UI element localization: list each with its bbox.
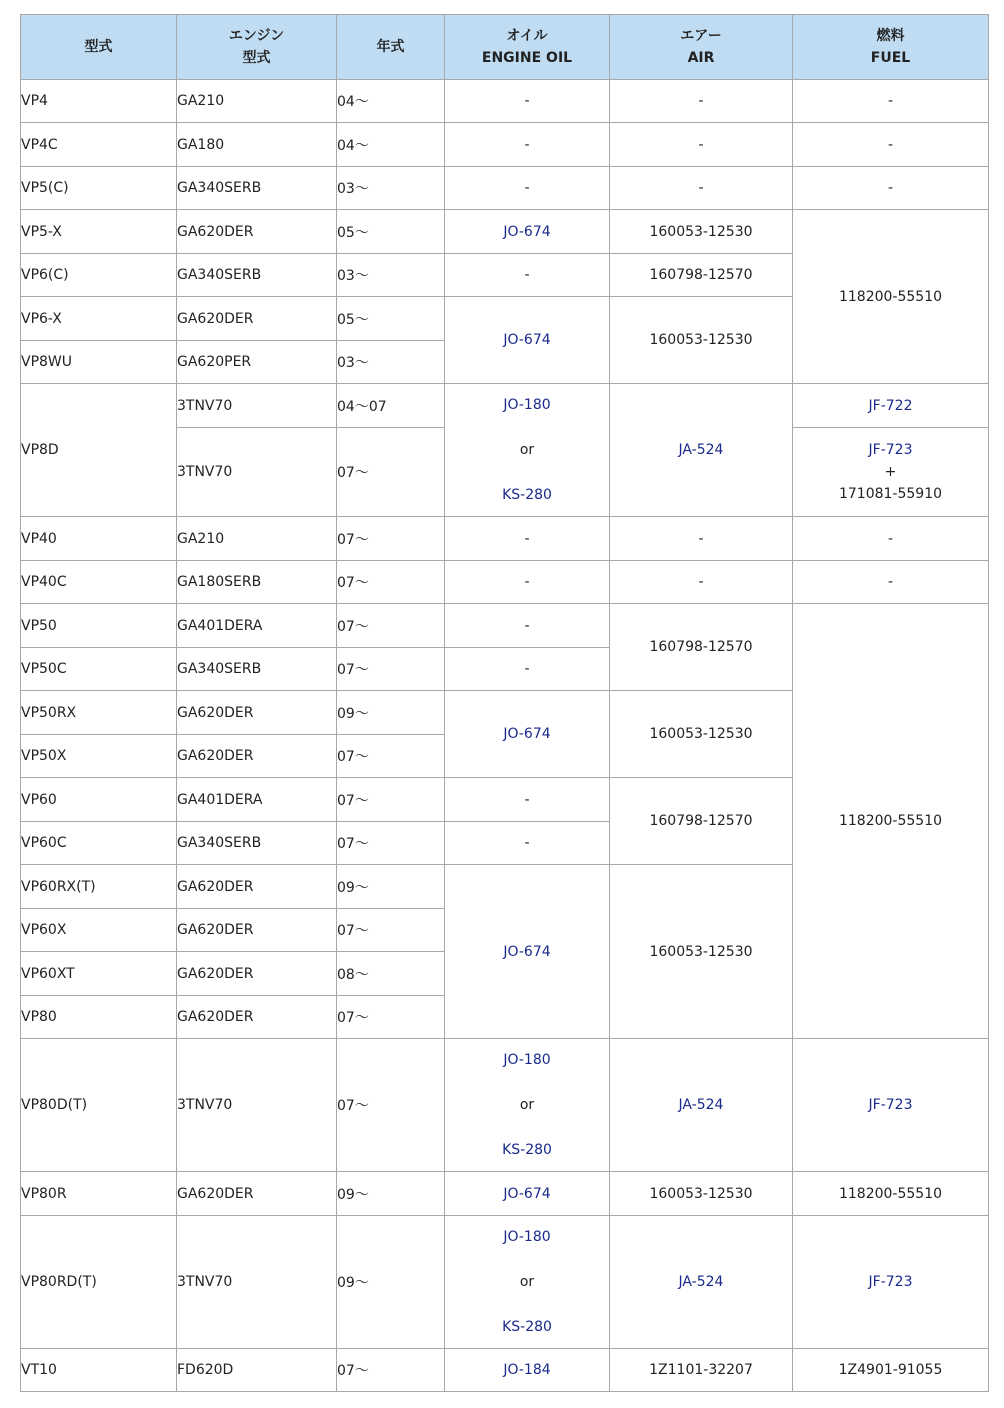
oil-filter-link[interactable]: JO-674 (445, 297, 610, 384)
table-row (21, 1172, 989, 1216)
engine-cell: 3TNV70 (177, 1039, 337, 1172)
or-text: or (519, 442, 535, 458)
model-cell: VP5-X (21, 210, 177, 254)
table-row (21, 561, 989, 604)
fuel-filter-link[interactable]: JF-723 (868, 442, 913, 458)
air-cell: 160798-12570 (610, 254, 793, 297)
model-cell: VP80RD(T) (21, 1216, 177, 1349)
oil-filter-link[interactable]: JO-674 (445, 1172, 610, 1216)
model-cell: VP4C (21, 123, 177, 167)
air-cell: 160798-12570 (610, 604, 793, 691)
year-cell: 07〜 (337, 561, 445, 604)
header-oil: オイル ENGINE OIL (445, 15, 610, 80)
year-cell: 07〜 (337, 428, 445, 517)
oil-cell: - (445, 254, 610, 297)
model-cell: VP6(C) (21, 254, 177, 297)
or-text: or (519, 1274, 535, 1290)
oil-cell: - (445, 604, 610, 648)
oil-cell (445, 1216, 610, 1349)
model-cell: VP50 (21, 604, 177, 648)
oil-cell: - (445, 167, 610, 210)
air-cell: 1Z1101-32207 (610, 1349, 793, 1392)
air-cell: - (610, 167, 793, 210)
engine-cell: GA210 (177, 517, 337, 561)
engine-cell: GA620PER (177, 341, 337, 384)
engine-cell: 3TNV70 (177, 384, 337, 428)
air-cell: 160053-12530 (610, 1172, 793, 1216)
model-cell: VP80 (21, 996, 177, 1039)
fuel-cell (793, 428, 989, 517)
air-cell: 160053-12530 (610, 297, 793, 384)
year-cell: 05〜 (337, 210, 445, 254)
year-cell: 07〜 (337, 735, 445, 778)
oil-filter-link[interactable]: JO-184 (445, 1349, 610, 1392)
model-cell: VP60XT (21, 952, 177, 996)
fuel-cell: - (793, 561, 989, 604)
model-cell: VP50C (21, 648, 177, 691)
engine-cell: GA401DERA (177, 778, 337, 822)
fuel-cell: - (793, 167, 989, 210)
header-engine: エンジン 型式 (177, 15, 337, 80)
table-row (21, 1349, 989, 1392)
model-cell: VP8D (21, 384, 177, 517)
model-cell: VP5(C) (21, 167, 177, 210)
year-cell: 07〜 (337, 1349, 445, 1392)
model-cell: VP50RX (21, 691, 177, 735)
header-model: 型式 (21, 15, 177, 80)
year-cell: 07〜 (337, 517, 445, 561)
engine-cell: GA620DER (177, 865, 337, 909)
model-cell: VP50X (21, 735, 177, 778)
oil-filter-link[interactable]: JO-674 (445, 210, 610, 254)
air-cell: 160053-12530 (610, 691, 793, 778)
engine-cell: GA620DER (177, 691, 337, 735)
year-cell: 03〜 (337, 254, 445, 297)
engine-cell: GA620DER (177, 996, 337, 1039)
oil-cell: - (445, 561, 610, 604)
model-cell: VP60C (21, 822, 177, 865)
air-cell: 160053-12530 (610, 210, 793, 254)
engine-cell: GA620DER (177, 210, 337, 254)
oil-filter-link[interactable]: JO-180 (503, 1229, 551, 1245)
table-row (21, 604, 989, 648)
year-cell: 05〜 (337, 297, 445, 341)
oil-filter-link[interactable]: JO-180 (503, 397, 551, 413)
year-cell: 03〜 (337, 341, 445, 384)
air-filter-link[interactable]: JA-524 (610, 384, 793, 517)
engine-cell: 3TNV70 (177, 428, 337, 517)
plus-text: + (884, 464, 897, 480)
oil-cell (445, 1039, 610, 1172)
year-cell: 07〜 (337, 778, 445, 822)
air-filter-link[interactable]: JA-524 (610, 1039, 793, 1172)
oil-filter-link[interactable]: JO-674 (445, 691, 610, 778)
year-cell: 07〜 (337, 909, 445, 952)
engine-cell: 3TNV70 (177, 1216, 337, 1349)
table-row (21, 167, 989, 210)
year-cell: 04〜 (337, 123, 445, 167)
model-cell: VP40C (21, 561, 177, 604)
air-cell: 160798-12570 (610, 778, 793, 865)
engine-cell: GA340SERB (177, 822, 337, 865)
model-cell: VP60X (21, 909, 177, 952)
engine-cell: GA340SERB (177, 648, 337, 691)
year-cell: 07〜 (337, 648, 445, 691)
engine-cell: GA180 (177, 123, 337, 167)
engine-cell: GA210 (177, 80, 337, 123)
year-cell: 09〜 (337, 691, 445, 735)
engine-cell: GA401DERA (177, 604, 337, 648)
oil-cell: - (445, 648, 610, 691)
header-row (21, 15, 989, 80)
oil-cell: - (445, 778, 610, 822)
model-cell: VP60 (21, 778, 177, 822)
oil-filter-link[interactable]: KS-280 (502, 1142, 552, 1158)
table-row (21, 1039, 989, 1172)
or-text: or (519, 1097, 535, 1113)
air-cell: - (610, 123, 793, 167)
fuel-cell: 118200-55510 (793, 1172, 989, 1216)
year-cell: 07〜 (337, 604, 445, 648)
fuel-cell: 1Z4901-91055 (793, 1349, 989, 1392)
model-cell: VP8WU (21, 341, 177, 384)
year-cell: 09〜 (337, 1172, 445, 1216)
oil-filter-link[interactable]: JO-674 (445, 865, 610, 1039)
table-row (21, 1216, 989, 1349)
engine-cell: GA620DER (177, 952, 337, 996)
air-cell: - (610, 80, 793, 123)
fuel-filter-link[interactable]: JF-722 (793, 384, 989, 428)
year-cell: 07〜 (337, 996, 445, 1039)
table-row (21, 384, 989, 428)
engine-cell: GA620DER (177, 735, 337, 778)
air-cell: 160053-12530 (610, 865, 793, 1039)
year-cell: 08〜 (337, 952, 445, 996)
year-cell: 07〜 (337, 1039, 445, 1172)
model-cell: VT10 (21, 1349, 177, 1392)
fuel-cell: - (793, 123, 989, 167)
engine-cell: GA620DER (177, 1172, 337, 1216)
oil-cell: - (445, 822, 610, 865)
table-row (21, 210, 989, 254)
oil-cell: - (445, 517, 610, 561)
model-cell: VP60RX(T) (21, 865, 177, 909)
air-filter-link[interactable]: JA-524 (610, 1216, 793, 1349)
fuel-cell: 118200-55510 (793, 604, 989, 1039)
fuel-filter-link[interactable]: JF-723 (793, 1216, 989, 1349)
oil-cell: - (445, 80, 610, 123)
fuel-part-number: 171081-55910 (838, 486, 943, 502)
fuel-filter-link[interactable]: JF-723 (793, 1039, 989, 1172)
fuel-cell: - (793, 80, 989, 123)
table-row (21, 517, 989, 561)
oil-filter-link[interactable]: KS-280 (502, 487, 552, 503)
model-cell: VP40 (21, 517, 177, 561)
year-cell: 03〜 (337, 167, 445, 210)
engine-cell: FD620D (177, 1349, 337, 1392)
model-cell: VP6-X (21, 297, 177, 341)
oil-filter-link[interactable]: KS-280 (502, 1319, 552, 1335)
model-cell: VP80D(T) (21, 1039, 177, 1172)
air-cell: - (610, 561, 793, 604)
model-cell: VP80R (21, 1172, 177, 1216)
engine-cell: GA620DER (177, 297, 337, 341)
year-cell: 04〜07 (337, 384, 445, 428)
engine-cell: GA340SERB (177, 167, 337, 210)
year-cell: 04〜 (337, 80, 445, 123)
year-cell: 09〜 (337, 865, 445, 909)
oil-cell (445, 384, 610, 517)
oil-cell: - (445, 123, 610, 167)
header-fuel: 燃料 FUEL (793, 15, 989, 80)
fuel-cell: 118200-55510 (793, 210, 989, 384)
year-cell: 09〜 (337, 1216, 445, 1349)
header-year: 年式 (337, 15, 445, 80)
oil-filter-link[interactable]: JO-180 (503, 1052, 551, 1068)
engine-cell: GA620DER (177, 909, 337, 952)
table-row (21, 80, 989, 123)
engine-cell: GA340SERB (177, 254, 337, 297)
air-cell: - (610, 517, 793, 561)
filter-compatibility-table (20, 14, 989, 1392)
header-air: エアー AIR (610, 15, 793, 80)
model-cell: VP4 (21, 80, 177, 123)
table-row (21, 123, 989, 167)
engine-cell: GA180SERB (177, 561, 337, 604)
year-cell: 07〜 (337, 822, 445, 865)
fuel-cell: - (793, 517, 989, 561)
